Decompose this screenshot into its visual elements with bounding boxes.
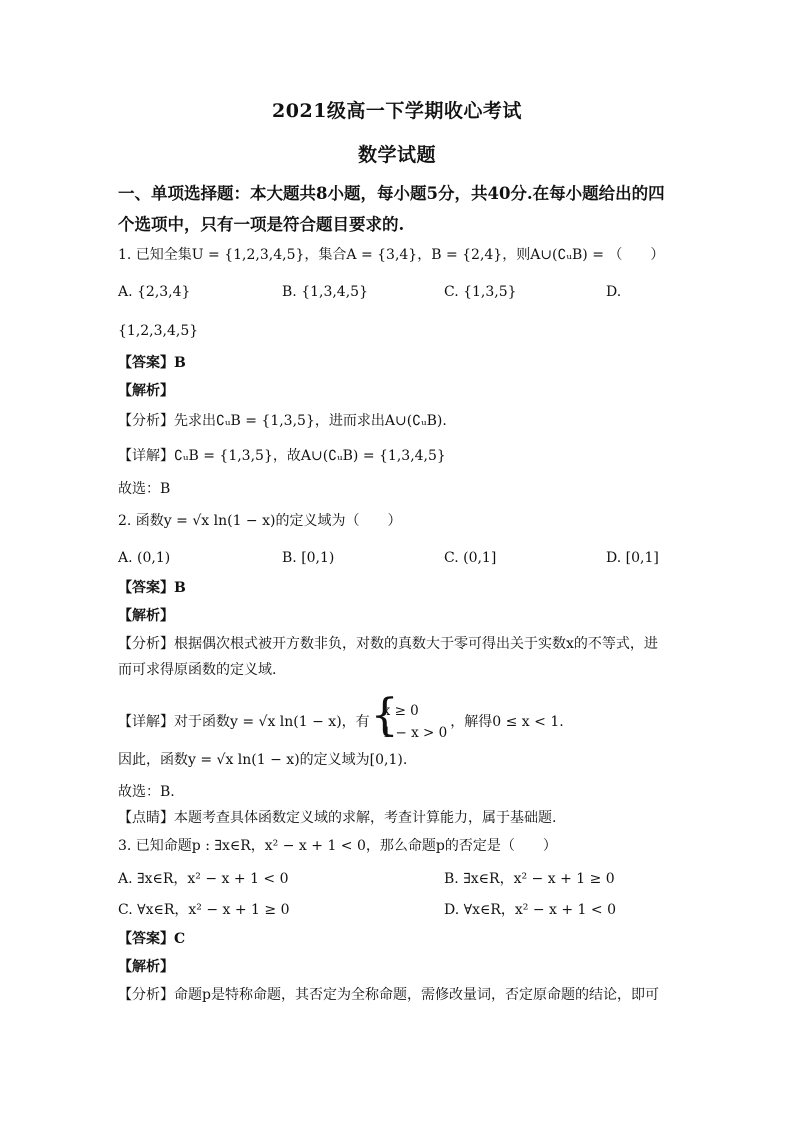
- q1-answer: 【答案】B: [118, 355, 186, 371]
- q3-analysis-label: 【解析】: [118, 959, 174, 975]
- q2-option-d: D. [0,1]: [606, 550, 659, 566]
- q2-choice: 故选：B.: [118, 784, 175, 800]
- q2-conclusion: 因此，函数y = √x ln(1 − x)的定义域为[0,1).: [118, 752, 408, 768]
- q1-option-d-value: {1,2,3,4,5}: [118, 323, 199, 339]
- q1-option-d: D.: [606, 284, 622, 300]
- q3-option-c: C. ∀x∈R，x² − x + 1 ≥ 0: [118, 902, 290, 918]
- q2-dianjing: 【点睛】本题考查具体函数定义域的求解，考查计算能力，属于基础题.: [118, 810, 557, 826]
- q1-xiangjie: 【详解】∁ᵤB = {1,3,5}，故A∪(∁ᵤB) = {1,3,4,5}: [118, 448, 446, 464]
- q1-choice: 故选：B: [118, 481, 171, 497]
- q1-option-b: B. {1,3,4,5}: [282, 284, 368, 300]
- q3-stem: 3. 已知命题p : ∃x∈R，x² − x + 1 < 0，那么命题p的否定是（ ）: [118, 838, 557, 854]
- q2-xiangjie-pre: 【详解】对于函数y = √x ln(1 − x)，有: [118, 714, 370, 730]
- exam-subtitle: 数学试题: [357, 144, 436, 166]
- q2-option-c: C. (0,1]: [444, 550, 497, 566]
- q2-xiangjie-post: ，解得0 ≤ x < 1.: [450, 714, 564, 730]
- q3-option-b: B. ∃x∈R，x² − x + 1 ≥ 0: [444, 871, 615, 887]
- q3-fenxi: 【分析】命题p是特称命题，其否定为全称命题，需修改量词，否定原命题的结论，即可: [118, 987, 659, 1003]
- section-heading: 一、单项选择题：本大题共8小题，每小题5分，共40分.在每小题给出的四个选项中，只有一项是符合题目要求的.: [118, 184, 665, 234]
- q2-stem: 2. 函数y = √x ln(1 − x)的定义域为（ ）: [118, 513, 402, 529]
- q2-option-a: A. (0,1): [118, 550, 171, 566]
- q2-answer: 【答案】B: [118, 580, 186, 596]
- q1-analysis-label: 【解析】: [118, 383, 174, 399]
- q1-option-a: A. {2,3,4}: [118, 284, 191, 300]
- q2-inequality-1: { x ≥ 0: [382, 703, 419, 719]
- exam-title: 2021级高一下学期收心考试: [272, 100, 522, 122]
- q1-option-c: C. {1,3,5}: [444, 284, 517, 300]
- q2-option-b: B. [0,1): [282, 550, 335, 566]
- q3-option-a: A. ∃x∈R，x² − x + 1 < 0: [118, 871, 289, 887]
- q2-inequality-system: [373, 700, 448, 744]
- q2-xiangjie: [118, 700, 564, 744]
- q1-fenxi: 【分析】先求出∁ᵤB = {1,3,5}，进而求出A∪(∁ᵤB).: [118, 413, 447, 429]
- q3-answer: 【答案】C: [118, 931, 186, 947]
- q3-option-d: D. ∀x∈R，x² − x + 1 < 0: [444, 902, 616, 918]
- q2-fenxi-line1: 【分析】根据偶次根式被开方数非负，对数的真数大于零可得出关于实数x的不等式，进: [118, 636, 658, 652]
- q2-fenxi-line2: 而可求得原函数的定义域.: [118, 662, 277, 678]
- q2-inequality-2: 1 − x > 0: [382, 725, 448, 741]
- q1-stem: 1. 已知全集U = {1,2,3,4,5}，集合A = {3,4}，B = {2,4}，则A∪(∁ᵤB) = （ ）: [118, 247, 665, 263]
- q2-analysis-label: 【解析】: [118, 608, 174, 624]
